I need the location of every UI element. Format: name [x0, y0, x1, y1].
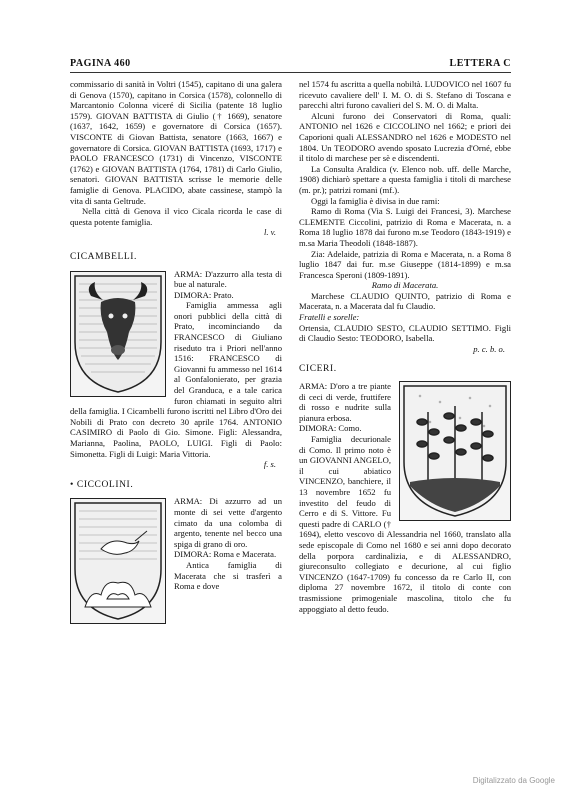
cicambelli-dimora: DIMORA: Prato.: [174, 289, 234, 300]
cicambelli-history: Famiglia ammessa agli onori pubblici della città di Prato, incominciando da FRANCESCO di Giuliano riseduto tra i Priori nell'anno 1516: FRANCESCO di Giovanni fu ammesso nel 1614 al Gonfalonierato, per grazia del Granduca, e a tale carica furon chiamati in seguito altri della famiglia. I Cicambelli furono iscritti nel Libro d'Oro dei Nobili di Prato con decreto 30 aprile 1764. ANTONIO CASIMIRO di Paolo di Gio. Simone. Figli: Alessandra, Marianna, Paolina, PAOLO, LUIGI. Figli di Paolo: Simonetta. Figli di Luigi: Maria Vittoria.: [70, 300, 282, 459]
ciccolini-zia: Zia: Adelaide, patrizia di Roma e Macerata, n. a Roma 8 luglio 1847 dai fur. m.se Giuseppe (1814-1899) e m.sa Francesca Speroni (1809-1891).: [299, 248, 511, 280]
ciccolini-dimora: DIMORA: Roma e Macerata.: [174, 549, 277, 560]
ciceri-entry: [299, 381, 511, 614]
ciccolini-fratelli-label: Fratelli e sorelle:: [299, 312, 360, 323]
ciccolini-conservatori: Alcuni furono dei Conservatori di Roma, quali: ANTONIO nel 1626 e CICCOLINO nel 1662; e priori dei Caporioni quali ALESSANDRO nel 1626 e MODESTO nel 1804. Un TEODORO avendo sposato Lucrezia d'Orné, ebbe il titolo di marchese per sè e discendenti.: [299, 110, 511, 164]
cicambelli-arma: ARMA: D'azzurro alla testa di bue al naturale.: [174, 268, 282, 290]
ciccolini-continuation: nel 1574 fu ascritta a quella nobiltà. LUDOVICO nel 1607 fu ricevuto cavaliere dell' I. M. O. di S. Stefano di Toscana e parecchi altri furono cavalieri del S. M. O. di Malta.: [299, 79, 511, 111]
page-number: PAGINA 460: [70, 58, 131, 69]
right-column: [299, 79, 511, 614]
ciccolini-claudio-quinto: Marchese CLAUDIO QUINTO, patrizio di Roma e Macerata, n. a Macerata dal fu Claudio.: [299, 290, 511, 312]
ciccolini-title: • CICCOLINI.: [70, 479, 134, 490]
ciccolini-consulta: La Consulta Araldica (v. Elenco nob. uff. delle Marche, 1908) dichiarò spettare a questa famiglia i titoli di marchese (m. pr.); patrizi romani (mf.).: [299, 163, 511, 195]
cicala-signature: l. v.: [263, 227, 276, 238]
cicambelli-entry: [70, 269, 282, 470]
cicambelli-coat-of-arms-icon: [70, 271, 166, 397]
letter-section: LETTERA C: [449, 58, 511, 69]
ciceri-title: CICERI.: [299, 364, 337, 375]
ciccolini-ramo-roma: Ramo di Roma (Via S. Luigi dei Francesi, 3). Marchese CLEMENTE Ciccolini, patrizio di Roma e Macerata, n. a Roma 18 luglio 1878 dai furono m.se Teodoro (1843-1919) e m.sa Maria Theodoli (1848-1887).: [299, 206, 511, 248]
ciccolini-coat-of-arms-icon: [70, 498, 166, 624]
header-rule: [70, 72, 511, 73]
cicala-note: Nella città di Genova il vico Cicala ricorda le case di questa potente famiglia.: [70, 206, 282, 227]
ciceri-arma: ARMA: D'oro a tre piante di ceci di verde, fruttifere di rosso e nudrite sulla pianura erbosa.: [299, 381, 391, 423]
ciceri-dimora: DIMORA: Como.: [299, 423, 362, 434]
ciccolini-fratelli: Ortensia, CLAUDIO SESTO, CLAUDIO SETTIMO. Figli di Claudio Sesto: TEODORO, Isabella.: [299, 322, 511, 344]
ciceri-history: Famiglia decurionale di Como. Il primo noto è un GIOVANNI ANGELO, il cui abiatico VINCENZO, banchiere, il 13 novembre 1652 fu investito del feudo di Cerro e di S. Vittore. Fu questi padre di CARLO († 1694), eletto vescovo di Alessandria nel 1660, translato alla sede episcopale di Como nel 1680 e sei anni dopo decorato della porpora cardinalizia, e di ALESSANDRO, giureconsulto collegiato e decurione, al cui figlio VINCENZO (1647-1709) fu concesso da re Carlo II, con diploma 27 novembre 1672, il titolo di conte con trasmissione primogeniale mascolina, titolo che fu appoggiato al detto feudo.: [299, 434, 511, 614]
ciccolini-rami-intro: Oggi la famiglia è divisa in due rami:: [311, 195, 440, 206]
ciccolini-entry: [70, 496, 282, 591]
ciccolini-signature: p. c. b. o.: [473, 343, 505, 354]
left-column: [70, 79, 282, 628]
ciceri-coat-of-arms-icon: [399, 381, 511, 521]
cicambelli-title: CICAMBELLI.: [70, 251, 138, 262]
cicambelli-signature: f. s.: [263, 459, 276, 470]
ciccolini-history-start: Antica famiglia di Macerata che si trasferì a Roma e dove: [174, 559, 282, 592]
digitization-watermark: Digitalizzato da Google: [472, 776, 555, 785]
page-header: [70, 58, 511, 72]
ciccolini-ramo-macerata: Ramo di Macerata.: [371, 280, 439, 291]
ciccolini-arma: ARMA: Di azzurro ad un monte di sei vette d'argento cimato da una colomba di argento, tenente nel becco una spiga di grano di oro.: [174, 496, 282, 549]
cicala-continuation: commissario di sanità in Voltri (1545), capitano di una galera di Genova (1570), capitano in Corsica (1578), colonnello di Marcantonio Colonna viceré di Sicilia (patente 18 luglio 1579). GIOVAN BATTISTA di Giulio († 1669), senatore (1637, 1642, 1659) e governatore di Corsica (1657). VISCONTE di Giovan Battista, senatore (1663, 1667) e governatore di Corsica. GIOVAN BATTISTA (1693, 1717) e PAOLO FRANCESCO (1731) di Vincenzo, VISCONTE (1762) e GIOVAN BATTISTA (1764, 1781) di Carlo Giulio, senatori. GIOVAN BATTISTA scrisse le memorie delle famiglie di Genova. PLACIDO, abate cassinese, stampò la vita di santa Geltrude.: [70, 79, 282, 206]
